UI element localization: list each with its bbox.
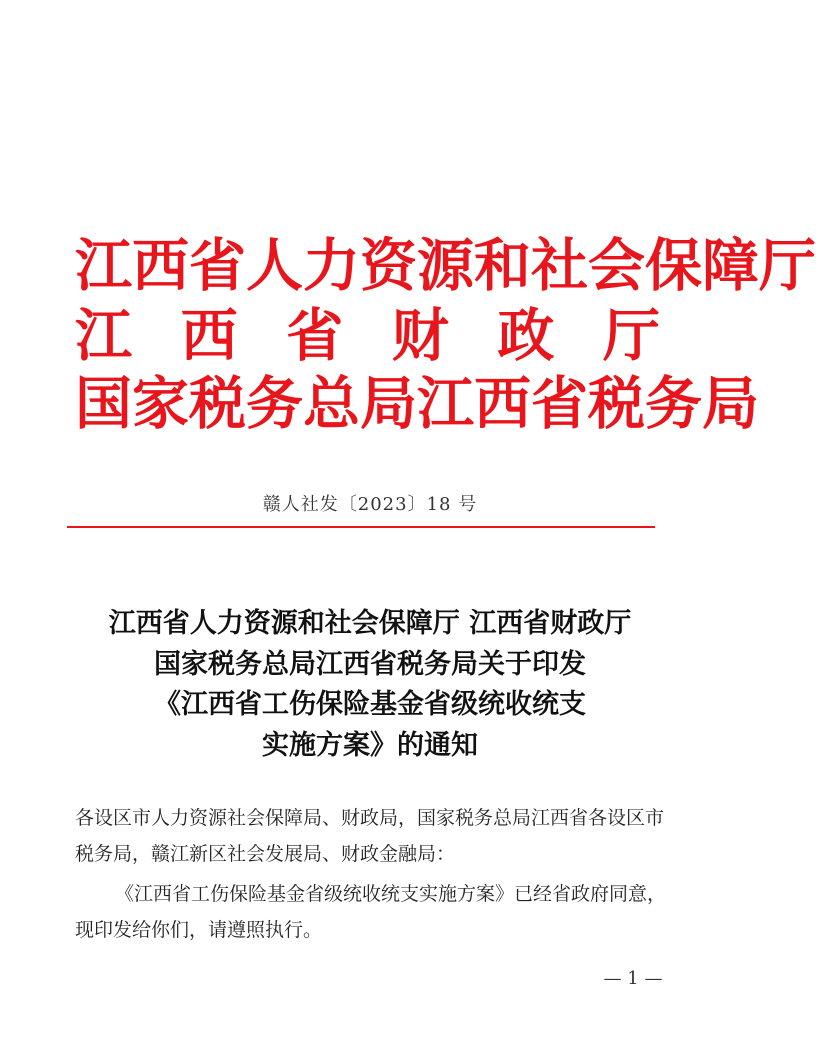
- red-divider: [67, 526, 655, 528]
- title-line-3: 《江西省工伤保险基金省级统收统支: [154, 689, 586, 720]
- title-line-2: 国家税务总局江西省税务局关于印发: [154, 649, 586, 680]
- issuer-line-2: [75, 302, 660, 370]
- document-number: 赣人社发〔2023〕18 号: [262, 494, 478, 515]
- issuer-line-2-char: 西: [180, 302, 238, 369]
- issuer-line-2-char: 江: [75, 302, 132, 369]
- issuer-line-2-char: 厅: [602, 302, 660, 369]
- issuer-line-3: 国家税务总局江西省税务局: [75, 370, 759, 437]
- issuer-line-2-char: 政: [497, 302, 555, 369]
- title-line-1: 江西省人力资源和社会保障厅 江西省财政厅: [108, 608, 632, 639]
- title-line-4: 实施方案》的通知: [262, 730, 478, 761]
- issuer-line-2-char: 财: [391, 302, 449, 369]
- recipients-paragraph: 各设区市人力资源社会保障局、财政局，国家税务总局江西省各设区市税务局，赣江新区社会发展局、财政金融局：: [75, 807, 665, 865]
- body-paragraph: 《江西省工伤保险基金省级统收统支实施方案》已经省政府同意，现印发给你们，请遵照执行。: [75, 883, 667, 941]
- page-number: — 1 —: [603, 968, 663, 989]
- issuer-line-2-char: 省: [286, 302, 344, 369]
- issuer-line-1: 江西省人力资源和社会保障厅: [75, 232, 816, 299]
